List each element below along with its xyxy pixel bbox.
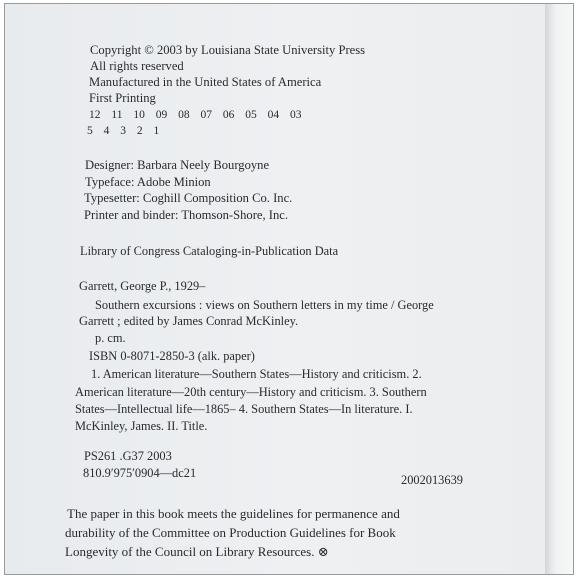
printing-numbers-row1: 12 11 10 09 08 07 06 05 04 03: [89, 109, 302, 121]
cip-dewey-number: 810.9′975′0904—dc21: [83, 466, 197, 480]
cip-subjects-line4: McKinley, James. II. Title.: [75, 419, 208, 433]
cip-subjects-line1: 1. American literature—Southern States—History and criticism. 2.: [91, 367, 422, 381]
cip-subjects-line2: American literature—20th century—History and criticism. 3. Southern: [75, 385, 427, 399]
book-gutter: [545, 4, 574, 575]
book-page: [5, 4, 545, 575]
cip-lc-call-number: PS261 .G37 2003: [84, 449, 172, 463]
typesetter-credit: Typesetter: Coghill Composition Co. Inc.: [84, 191, 293, 205]
cip-heading: Library of Congress Cataloging-in-Publication Data: [80, 244, 339, 258]
paper-note-line1: The paper in this book meets the guidelines for permanence and: [67, 506, 400, 521]
paper-note-line2: durability of the Committee on Production Guidelines for Book: [65, 525, 396, 540]
cip-lccn: 2002013639: [401, 473, 463, 487]
photo-frame: [4, 3, 574, 575]
cip-pages: p. cm.: [95, 331, 126, 345]
printing-line: First Printing: [89, 91, 156, 105]
paper-note-line3: Longevity of the Council on Library Resources. ⊗: [65, 544, 329, 559]
copyright-line: Copyright © 2003 by Louisiana State University Press: [90, 43, 366, 57]
cip-title-line2: Garrett ; edited by James Conrad McKinley.: [79, 314, 299, 328]
typeface-credit: Typeface: Adobe Minion: [85, 175, 211, 189]
manufactured-line: Manufactured in the United States of America: [89, 75, 322, 89]
printer-credit: Printer and binder: Thomson-Shore, Inc.: [84, 208, 289, 222]
cip-title-line1: Southern excursions : views on Southern letters in my time / George: [95, 298, 434, 312]
printing-numbers-row2: 5 4 3 2 1: [87, 125, 160, 137]
designer-credit: Designer: Barbara Neely Bourgoyne: [85, 158, 270, 172]
rights-line: All rights reserved: [90, 59, 184, 73]
cip-isbn: ISBN 0-8071-2850-3 (alk. paper): [89, 349, 255, 363]
cip-subjects-line3: States—Intellectual life—1865– 4. Southern States—In literature. I.: [75, 402, 413, 416]
cip-author: Garrett, George P., 1929–: [79, 279, 206, 293]
